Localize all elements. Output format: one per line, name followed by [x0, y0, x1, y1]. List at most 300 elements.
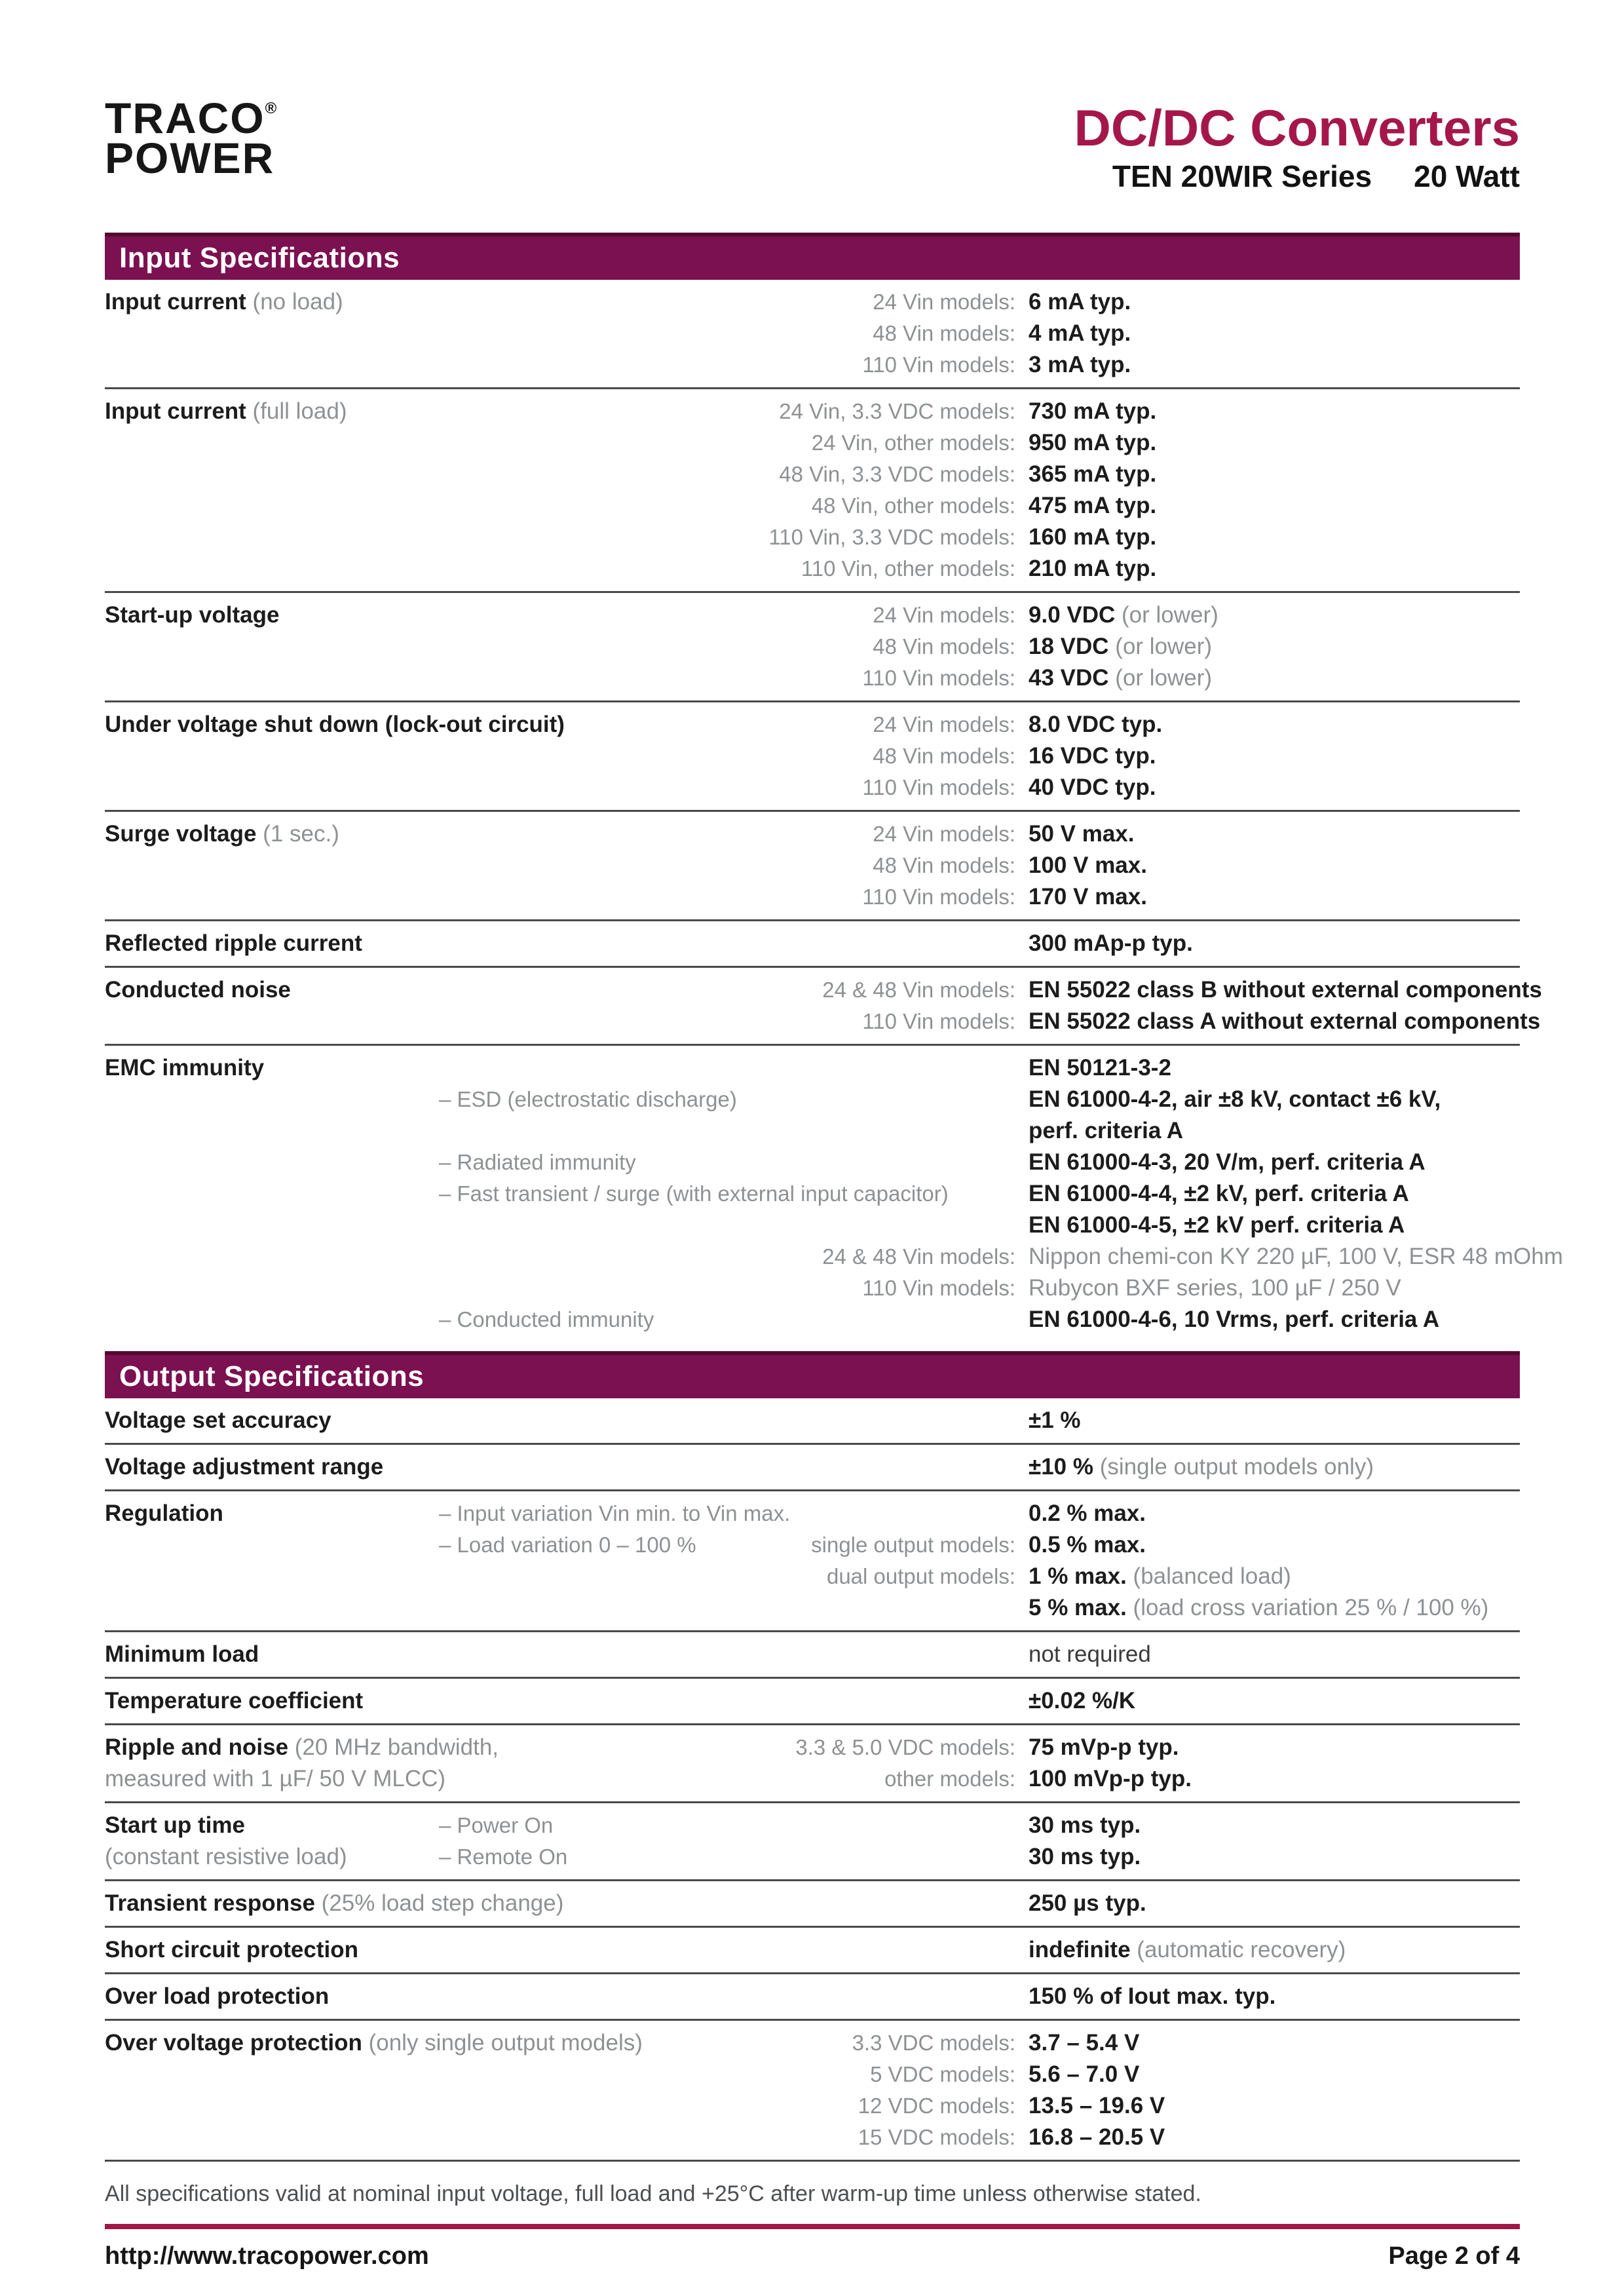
- text-segment: Voltage adjustment range: [105, 1454, 384, 1480]
- text-segment: 30 ms typ.: [1029, 1844, 1141, 1869]
- model-column: [439, 709, 1015, 740]
- model-label: 24 & 48 Vin models:: [822, 978, 1015, 1002]
- spec-value: [1029, 1639, 1520, 1670]
- spec-line: [105, 553, 1520, 584]
- spec-label: [105, 1810, 426, 1841]
- spec-line: [105, 286, 1520, 318]
- text-segment: Input current: [105, 398, 246, 424]
- spec-value: [1029, 1210, 1520, 1241]
- spec-value: [1029, 928, 1520, 959]
- text-segment: 43 VDC: [1029, 665, 1109, 691]
- model-column: [439, 1304, 1015, 1335]
- spec-line: [105, 1888, 1520, 1919]
- spec-value: [1029, 1888, 1520, 1919]
- spec-row: [105, 1881, 1520, 1928]
- spec-line: [105, 2027, 1520, 2059]
- logo-text-traco: TRACO: [105, 94, 265, 142]
- model-label: 110 Vin models:: [862, 353, 1015, 377]
- spec-value: [1029, 1304, 1520, 1335]
- website-link[interactable]: http://www.tracopower.com: [105, 2242, 429, 2270]
- model-label: other models:: [884, 1767, 1015, 1791]
- spec-sublabel: – Radiated immunity: [439, 1150, 636, 1174]
- text-segment: 40 VDC typ.: [1029, 775, 1156, 800]
- text-segment: (load cross variation 25 % / 100 %): [1126, 1595, 1489, 1620]
- model-column: [439, 1561, 1015, 1592]
- text-segment: 5 % max.: [1029, 1595, 1127, 1620]
- model-column: [439, 662, 1015, 694]
- footer-bar: [105, 2242, 1520, 2270]
- model-column: [439, 286, 1015, 318]
- text-segment: 13.5 – 19.6 V: [1029, 2093, 1165, 2118]
- model-label: 110 Vin models:: [862, 1009, 1015, 1033]
- model-column: [439, 1763, 1015, 1795]
- spec-section: [105, 233, 1563, 1342]
- spec-line: [105, 2090, 1520, 2122]
- model-label: 12 VDC models:: [858, 2094, 1015, 2118]
- text-segment: measured with 1 µF/ 50 V MLCC): [105, 1766, 446, 1791]
- text-segment: Transient response: [105, 1890, 315, 1916]
- spec-line: [105, 818, 1520, 850]
- spec-value: [1029, 1405, 1520, 1436]
- spec-line: [105, 490, 1520, 522]
- spec-value: [1029, 1272, 1520, 1304]
- section-banner-label: Output Specifications: [119, 1360, 425, 1392]
- model-column: [439, 318, 1015, 349]
- model-column: [439, 2122, 1015, 2153]
- spec-line: [105, 1841, 1520, 1873]
- spec-label: [105, 1685, 426, 1717]
- spec-line: [105, 600, 1520, 631]
- model-label: 24 Vin models:: [873, 712, 1015, 737]
- text-segment: 210 mA typ.: [1029, 556, 1157, 581]
- text-segment: 1 % max.: [1029, 1563, 1127, 1589]
- spec-row: [105, 1398, 1520, 1445]
- series-label: TEN 20WIR Series: [1112, 159, 1372, 193]
- spec-row: [105, 702, 1520, 812]
- spec-label: [105, 1451, 426, 1483]
- model-column: [439, 490, 1015, 522]
- spec-value: [1029, 1178, 1520, 1210]
- spec-value: [1029, 1147, 1520, 1178]
- spec-label: [105, 1405, 426, 1436]
- model-label: 48 Vin models:: [873, 853, 1015, 877]
- spec-line: [105, 1272, 1520, 1304]
- model-label: 110 Vin models:: [862, 885, 1015, 909]
- model-label: single output models:: [811, 1533, 1015, 1557]
- text-segment: 50 V max.: [1029, 821, 1135, 847]
- spec-label: [105, 1981, 426, 2012]
- model-label: 24 Vin, other models:: [811, 430, 1015, 455]
- spec-label: [105, 974, 426, 1006]
- text-segment: indefinite: [1029, 1937, 1131, 1962]
- spec-value: [1029, 1561, 1520, 1592]
- text-segment: EN 50121-3-2: [1029, 1055, 1171, 1081]
- spec-row: [105, 1679, 1520, 1725]
- spec-line: [105, 1639, 1520, 1670]
- page-number: Page 2 of 4: [1388, 2242, 1520, 2270]
- spec-value: [1029, 459, 1520, 490]
- spec-value: [1029, 1241, 1563, 1272]
- spec-line: [105, 1405, 1520, 1436]
- spec-row: [105, 1632, 1520, 1679]
- text-segment: (25% load step change): [314, 1890, 564, 1916]
- spec-value: [1029, 2027, 1520, 2059]
- model-column: [439, 1732, 1015, 1763]
- text-segment: Under voltage shut down (lock-out circuit): [105, 712, 565, 737]
- footer-note: All specifications valid at nominal input voltage, full load and +25°C after warm-up time unless otherwise stated.: [105, 2181, 1201, 2206]
- spec-value: [1029, 2059, 1520, 2090]
- text-segment: (constant resistive load): [105, 1844, 347, 1869]
- text-segment: perf. criteria A: [1029, 1118, 1184, 1143]
- spec-line: [105, 662, 1520, 694]
- spec-label: [105, 1732, 499, 1763]
- text-segment: ±0.02 %/K: [1029, 1688, 1136, 1713]
- text-segment: (20 MHz bandwidth,: [288, 1734, 499, 1760]
- spec-line: [105, 318, 1520, 349]
- text-segment: ±10 %: [1029, 1454, 1093, 1480]
- spec-line: [105, 1084, 1520, 1115]
- text-segment: 30 ms typ.: [1029, 1812, 1141, 1838]
- text-segment: EN 55022 class A without external components: [1029, 1008, 1541, 1034]
- text-segment: 100 mVp-p typ.: [1029, 1766, 1192, 1791]
- spec-line: [105, 2059, 1520, 2090]
- text-segment: Input current: [105, 289, 246, 315]
- text-segment: 365 mA typ.: [1029, 461, 1157, 487]
- model-column: [439, 1841, 1015, 1873]
- model-column: [439, 881, 1015, 913]
- spec-label: [105, 928, 426, 959]
- text-segment: Ripple and noise: [105, 1734, 289, 1760]
- spec-value: [1029, 286, 1520, 318]
- model-column: [439, 427, 1015, 459]
- spec-sublabel: – Load variation 0 – 100 %: [439, 1533, 696, 1557]
- model-column: [439, 1529, 1015, 1561]
- text-segment: EN 61000-4-4, ±2 kV, perf. criteria A: [1029, 1181, 1409, 1206]
- text-segment: Surge voltage: [105, 821, 257, 847]
- spec-sublabel: – Conducted immunity: [439, 1307, 654, 1331]
- section-banner-label: Input Specifications: [119, 242, 400, 274]
- spec-value: [1029, 1732, 1520, 1763]
- model-column: [439, 631, 1015, 662]
- spec-value: [1029, 1006, 1540, 1037]
- spec-line: [105, 522, 1520, 553]
- spec-label: [105, 1052, 426, 1084]
- spec-label: [105, 1841, 426, 1873]
- spec-line: [105, 1498, 1520, 1529]
- text-segment: 950 mA typ.: [1029, 430, 1157, 455]
- spec-line: [105, 427, 1520, 459]
- text-segment: 16 VDC typ.: [1029, 743, 1156, 769]
- spec-value: [1029, 1841, 1520, 1873]
- text-segment: 6 mA typ.: [1029, 289, 1131, 315]
- model-label: 110 Vin models:: [862, 666, 1015, 690]
- spec-line: [105, 928, 1520, 959]
- model-column: [439, 850, 1015, 881]
- text-segment: 0.2 % max.: [1029, 1501, 1146, 1526]
- spec-row: [105, 2021, 1520, 2162]
- text-segment: (or lower): [1108, 665, 1213, 691]
- text-segment: (single output models only): [1093, 1454, 1374, 1480]
- text-segment: EN 61000-4-6, 10 Vrms, perf. criteria A: [1029, 1307, 1440, 1332]
- model-label: 110 Vin models:: [862, 775, 1015, 799]
- model-label: 3.3 & 5.0 VDC models:: [795, 1735, 1015, 1759]
- text-segment: EN 61000-4-3, 20 V/m, perf. criteria A: [1029, 1149, 1426, 1175]
- spec-value: [1029, 427, 1520, 459]
- model-label: 24 & 48 Vin models:: [822, 1244, 1015, 1269]
- text-segment: EN 61000-4-2, air ±8 kV, contact ±6 kV,: [1029, 1086, 1441, 1112]
- spec-value: [1029, 600, 1520, 631]
- spec-label: [105, 600, 426, 631]
- spec-value: [1029, 709, 1520, 740]
- text-segment: (automatic recovery): [1130, 1937, 1346, 1962]
- spec-section: [105, 1351, 1520, 2162]
- page-subtitle: [1074, 159, 1520, 194]
- traco-power-logo: [105, 94, 277, 182]
- spec-label: [105, 1934, 426, 1966]
- spec-sublabel: – Remote On: [439, 1845, 568, 1869]
- text-segment: Regulation: [105, 1501, 223, 1526]
- text-segment: 250 µs typ.: [1029, 1890, 1146, 1916]
- model-column: [439, 1147, 1015, 1178]
- text-segment: Reflected ripple current: [105, 930, 362, 956]
- spec-label: [105, 709, 565, 740]
- spec-row: [105, 593, 1520, 702]
- spec-value: [1029, 881, 1520, 913]
- model-label: 48 Vin models:: [873, 744, 1015, 768]
- text-segment: EN 55022 class B without external components: [1029, 977, 1542, 1003]
- spec-value: [1029, 1934, 1520, 1966]
- model-column: [439, 1084, 1015, 1115]
- spec-line: [105, 1147, 1520, 1178]
- model-label: 15 VDC models:: [858, 2125, 1015, 2149]
- spec-line: [105, 1981, 1520, 2012]
- model-label: 48 Vin, 3.3 VDC models:: [779, 462, 1015, 486]
- spec-value: [1029, 490, 1520, 522]
- spec-row: [105, 1445, 1520, 1491]
- text-segment: 18 VDC: [1029, 634, 1109, 659]
- section-banner: [105, 233, 1520, 280]
- model-column: [439, 772, 1015, 803]
- spec-line: [105, 459, 1520, 490]
- spec-sublabel: – Input variation Vin min. to Vin max.: [439, 1501, 791, 1525]
- text-segment: (no load): [246, 289, 343, 315]
- model-column: [439, 459, 1015, 490]
- spec-value: [1029, 1529, 1520, 1561]
- spec-row: [105, 389, 1520, 593]
- text-segment: Temperature coefficient: [105, 1688, 364, 1713]
- spec-value: [1029, 1685, 1520, 1717]
- model-column: [439, 553, 1015, 584]
- spec-line: [105, 850, 1520, 881]
- text-segment: EMC immunity: [105, 1055, 265, 1081]
- model-column: [439, 1178, 1015, 1210]
- spec-value: [1029, 818, 1520, 850]
- spec-label: [105, 1498, 426, 1529]
- text-segment: (full load): [246, 398, 347, 424]
- spec-tables: [105, 233, 1563, 2162]
- page-title: DC/DC Converters: [1074, 99, 1520, 157]
- model-column: [439, 2027, 1015, 2059]
- spec-label: [105, 396, 426, 427]
- spec-line: [105, 349, 1520, 381]
- spec-row: [105, 1928, 1520, 1974]
- model-label: 5 VDC models:: [870, 2062, 1015, 2086]
- model-column: [439, 349, 1015, 381]
- spec-line: [105, 1810, 1520, 1841]
- spec-line: [105, 1210, 1520, 1241]
- text-segment: EN 61000-4-5, ±2 kV perf. criteria A: [1029, 1212, 1405, 1238]
- spec-value: [1029, 349, 1520, 381]
- model-label: 24 Vin models:: [873, 603, 1015, 627]
- text-segment: ±1 %: [1029, 1407, 1081, 1433]
- model-column: [439, 396, 1015, 427]
- content-wrap: [105, 0, 1563, 2270]
- model-column: [439, 740, 1015, 772]
- spec-value: [1029, 2090, 1520, 2122]
- spec-value: [1029, 1498, 1520, 1529]
- model-column: [439, 974, 1015, 1006]
- text-segment: Rubycon BXF series, 100 µF / 250 V: [1029, 1275, 1401, 1301]
- spec-line: [105, 1451, 1520, 1483]
- spec-value: [1029, 553, 1520, 584]
- spec-value: [1029, 662, 1520, 694]
- spec-value: [1029, 1451, 1520, 1483]
- model-column: [439, 1272, 1015, 1304]
- page-header: [105, 94, 1520, 233]
- spec-row: [105, 1803, 1520, 1881]
- spec-line: [105, 2122, 1520, 2153]
- spec-line: [105, 1529, 1520, 1561]
- model-column: [439, 600, 1015, 631]
- footer-rule: [105, 2224, 1520, 2229]
- text-segment: 160 mA typ.: [1029, 524, 1157, 550]
- text-segment: (only single output models): [362, 2030, 643, 2056]
- text-segment: 75 mVp-p typ.: [1029, 1734, 1179, 1760]
- spec-line: [105, 1115, 1520, 1147]
- spec-row: [105, 1725, 1520, 1803]
- text-segment: Conducted noise: [105, 977, 291, 1003]
- section-banner: [105, 1351, 1520, 1398]
- model-column: [439, 1241, 1015, 1272]
- spec-row: [105, 921, 1520, 968]
- spec-row: [105, 812, 1520, 921]
- text-segment: 3 mA typ.: [1029, 352, 1131, 377]
- spec-label: [105, 1888, 564, 1919]
- text-segment: 9.0 VDC: [1029, 602, 1116, 628]
- spec-label: [105, 2027, 643, 2059]
- watt-label: 20 Watt: [1414, 159, 1520, 193]
- spec-line: [105, 881, 1520, 913]
- spec-line: [105, 1763, 1520, 1795]
- text-segment: 3.7 – 5.4 V: [1029, 2030, 1140, 2056]
- spec-value: [1029, 1810, 1520, 1841]
- text-segment: (1 sec.): [256, 821, 339, 847]
- model-column: [439, 1810, 1015, 1841]
- text-segment: 730 mA typ.: [1029, 398, 1157, 424]
- spec-label: [105, 1639, 426, 1670]
- text-segment: Over load protection: [105, 1983, 330, 2009]
- spec-line: [105, 396, 1520, 427]
- model-column: [439, 1498, 1015, 1529]
- spec-value: [1029, 318, 1520, 349]
- spec-value: [1029, 1052, 1520, 1084]
- spec-row: [105, 968, 1542, 1046]
- spec-value: [1029, 396, 1520, 427]
- text-segment: not required: [1029, 1641, 1151, 1667]
- text-segment: 150 % of Iout max. typ.: [1029, 1983, 1276, 2009]
- text-segment: (balanced load): [1126, 1563, 1291, 1589]
- registered-mark: ®: [265, 100, 277, 117]
- model-label: 48 Vin models:: [873, 321, 1015, 345]
- spec-line: [105, 709, 1520, 740]
- logo-line-top: [105, 94, 277, 142]
- spec-value: [1029, 974, 1542, 1006]
- model-label: 110 Vin, other models:: [801, 556, 1015, 581]
- spec-row: [105, 280, 1520, 389]
- model-label: 24 Vin, 3.3 VDC models:: [779, 399, 1015, 423]
- spec-value: [1029, 740, 1520, 772]
- text-segment: 475 mA typ.: [1029, 493, 1157, 518]
- model-column: [439, 1006, 1015, 1037]
- text-segment: Start up time: [105, 1812, 245, 1838]
- spec-sublabel: – Fast transient / surge (with external input capacitor): [439, 1181, 949, 1206]
- spec-value: [1029, 1592, 1520, 1624]
- text-segment: 5.6 – 7.0 V: [1029, 2061, 1140, 2087]
- spec-line: [105, 631, 1520, 662]
- text-segment: 300 mAp-p typ.: [1029, 930, 1193, 956]
- text-segment: Nippon chemi-con KY 220 µF, 100 V, ESR 48 mOhm: [1029, 1244, 1563, 1269]
- text-segment: Minimum load: [105, 1641, 259, 1667]
- spec-row: [105, 1491, 1520, 1632]
- spec-value: [1029, 1084, 1520, 1115]
- spec-line: [105, 772, 1520, 803]
- spec-line: [105, 1178, 1520, 1210]
- model-label: 3.3 VDC models:: [852, 2031, 1015, 2055]
- spec-value: [1029, 522, 1520, 553]
- spec-line: [105, 1304, 1520, 1335]
- model-column: [439, 2090, 1015, 2122]
- spec-label: [105, 1763, 446, 1795]
- spec-row: [105, 1046, 1563, 1342]
- spec-line: [105, 1934, 1520, 1966]
- spec-value: [1029, 631, 1520, 662]
- spec-line: [105, 1561, 1520, 1592]
- text-segment: 170 V max.: [1029, 884, 1147, 909]
- spec-value: [1029, 1763, 1520, 1795]
- model-label: dual output models:: [826, 1564, 1015, 1588]
- spec-line: [105, 1685, 1520, 1717]
- text-segment: 16.8 – 20.5 V: [1029, 2124, 1165, 2150]
- logo-line-bottom: [105, 133, 276, 182]
- spec-value: [1029, 1115, 1520, 1147]
- title-block: [1074, 98, 1520, 194]
- text-segment: Over voltage protection: [105, 2030, 362, 2056]
- text-segment: 8.0 VDC typ.: [1029, 712, 1163, 737]
- spec-line: [105, 974, 1542, 1006]
- spec-value: [1029, 1981, 1520, 2012]
- spec-line: [105, 1006, 1541, 1037]
- text-segment: (or lower): [1108, 634, 1213, 659]
- logo-text-power: POWER: [105, 133, 275, 182]
- text-segment: Start-up voltage: [105, 602, 280, 628]
- spec-line: [105, 1732, 1520, 1763]
- text-segment: (or lower): [1115, 602, 1218, 628]
- model-column: [439, 818, 1015, 850]
- model-column: [439, 522, 1015, 553]
- text-segment: 0.5 % max.: [1029, 1532, 1146, 1558]
- spec-sublabel: – ESD (electrostatic discharge): [439, 1087, 737, 1111]
- spec-value: [1029, 772, 1520, 803]
